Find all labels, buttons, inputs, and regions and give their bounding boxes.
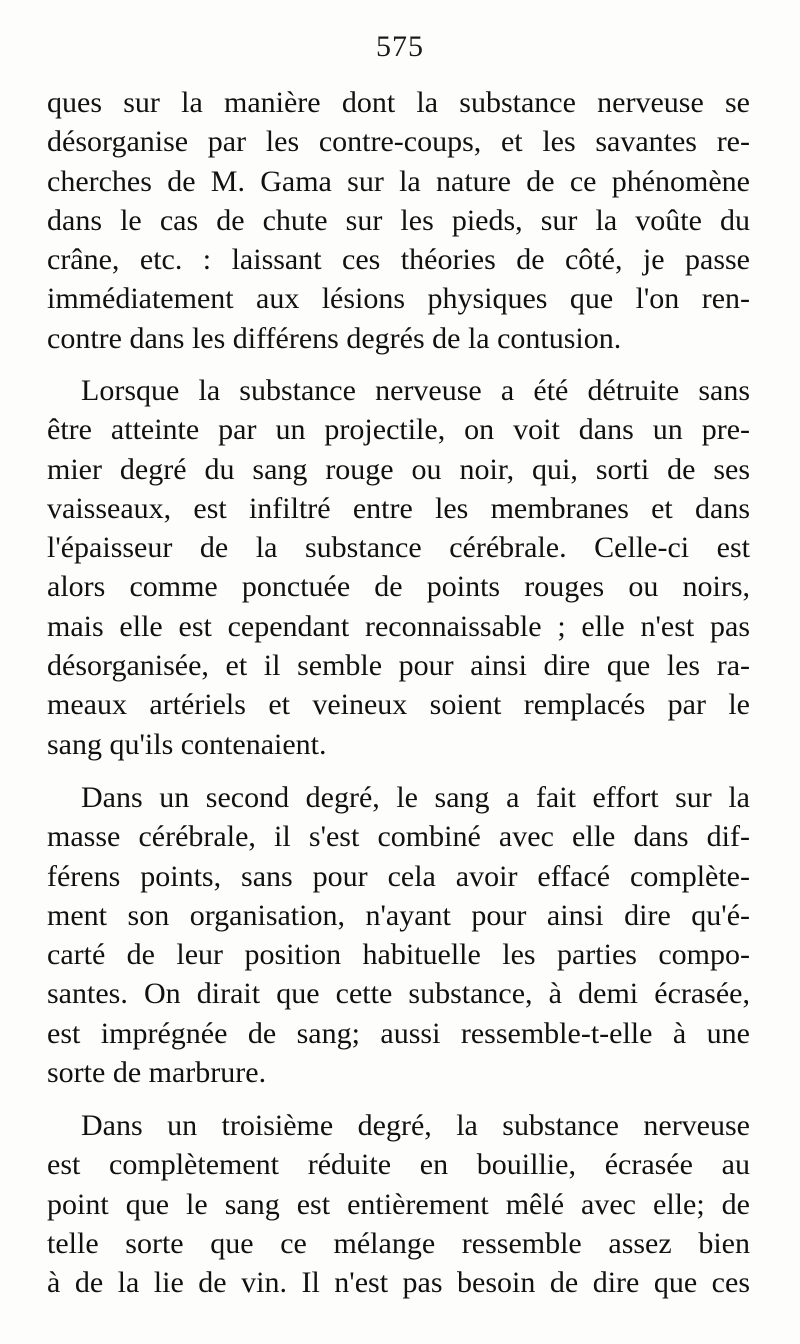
text-line: masse cérébrale, il s'est combiné avec elle dans dif- (47, 820, 750, 854)
paragraph-4 (47, 1106, 750, 1302)
text-line: meaux artériels et veineux soient remplacés par le (47, 688, 750, 722)
text-line: contre dans les différens degrés de la contusion. (47, 321, 622, 355)
text-line: à de la lie de vin. Il n'est pas besoin de dire que ces (47, 1266, 750, 1300)
text-line: mier degré du sang rouge ou noir, qui, sorti de ses (47, 452, 750, 486)
paragraph-2 (47, 371, 750, 764)
text-line: ques sur la manière dont la substance nerveuse se (47, 86, 750, 119)
page-number: 575 (376, 30, 424, 63)
text-line: est complètement réduite en bouillie, écrasée au (47, 1148, 750, 1182)
text-line: l'épaisseur de la substance cérébrale. Celle-ci est (47, 531, 750, 565)
text-line: sang qu'ils contenaient. (47, 727, 327, 761)
paragraph-3 (47, 778, 750, 1092)
text-line: ment son organisation, n'ayant pour ainsi dire qu'é- (47, 898, 750, 932)
text-line: dans le cas de chute sur les pieds, sur la voûte du (47, 203, 750, 237)
text-line: férens points, sans pour cela avoir effacé complète- (47, 859, 750, 893)
text-line: sorte de marbrure. (47, 1056, 267, 1090)
text-line: telle sorte que ce mélange ressemble assez bien (47, 1226, 750, 1260)
text-line: immédiatement aux lésions physiques que l'on ren- (47, 282, 750, 316)
text-line: être atteinte par un projectile, on voit dans un pre- (47, 413, 750, 447)
paragraph-1 (47, 83, 750, 358)
text-line: mais elle est cependant reconnaissable ; elle n'est pas (47, 609, 750, 643)
text-line: point que le sang est entièrement mêlé avec elle; de (47, 1187, 750, 1221)
text-line: vaisseaux, est infiltré entre les membranes et dans (47, 491, 750, 525)
text-line: crâne, etc. : laissant ces théories de côté, je passe (47, 243, 750, 277)
text-line: désorganise par les contre-coups, et les savantes re- (47, 125, 750, 159)
text-line: est imprégnée de sang; aussi ressemble-t-elle à une (47, 1016, 750, 1050)
text-line: cherches de M. Gama sur la nature de ce phénomène (47, 164, 750, 198)
text-line: alors comme ponctuée de points rouges ou noirs, (47, 570, 750, 604)
text-line: carté de leur position habituelle les parties compo- (47, 938, 750, 972)
text-line: santes. On dirait que cette substance, à demi écrasée, (47, 977, 750, 1011)
text-line: Dans un troisième degré, la substance nerveuse (81, 1109, 750, 1142)
text-line: Lorsque la substance nerveuse a été détruite sans (81, 374, 750, 407)
text-line: désorganisée, et il semble pour ainsi dire que les ra- (47, 649, 750, 683)
text-line: Dans un second degré, le sang a fait effort sur la (81, 781, 750, 814)
